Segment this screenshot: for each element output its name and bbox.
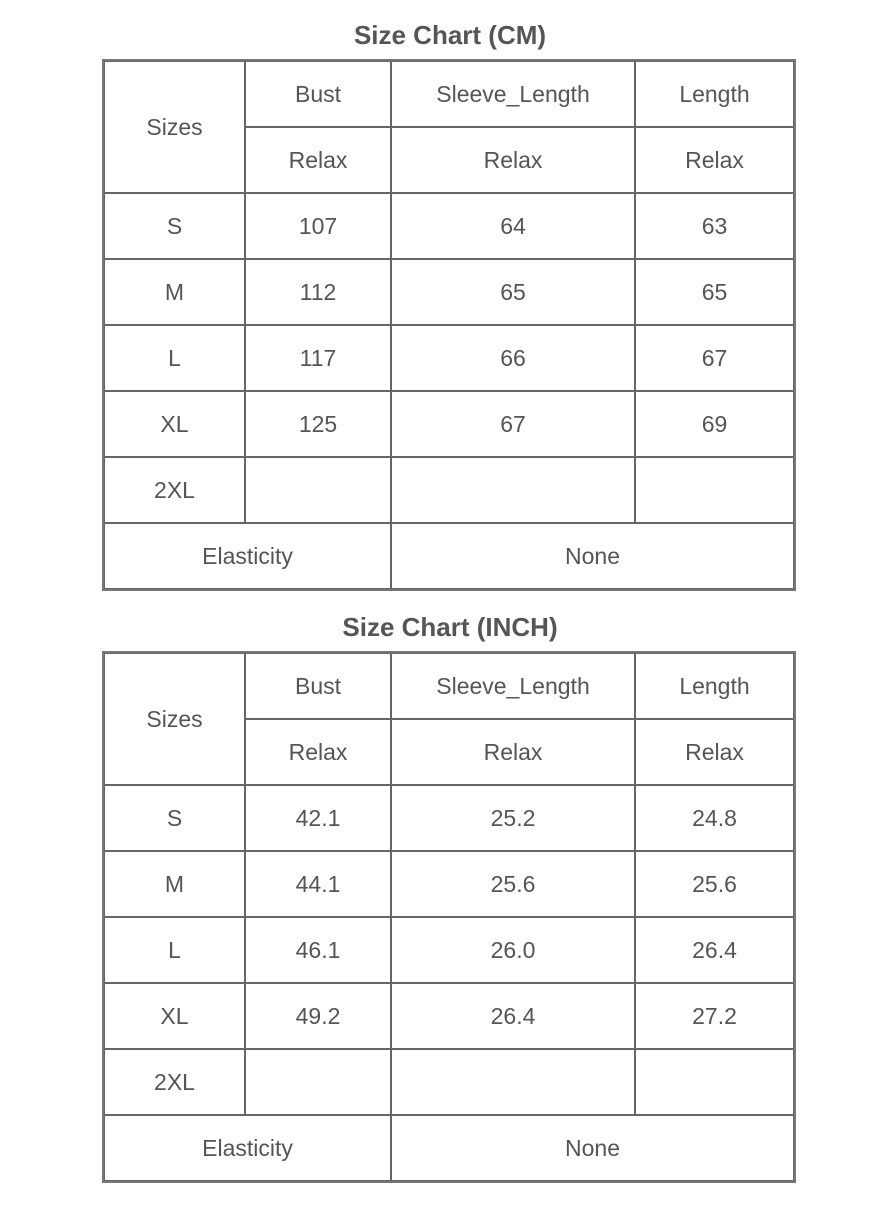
elasticity-label: Elasticity — [104, 1115, 391, 1181]
length-cell: 27.2 — [635, 983, 794, 1049]
length-cell: 67 — [635, 325, 794, 391]
length-cell: 26.4 — [635, 917, 794, 983]
sleeve-length-cell — [391, 1049, 635, 1115]
length-header: Length — [635, 61, 794, 127]
table-header-row — [104, 653, 794, 719]
sleeve-length-cell: 26.0 — [391, 917, 635, 983]
length-subheader: Relax — [635, 719, 794, 785]
sleeve-length-cell: 64 — [391, 193, 635, 259]
bust-cell: 42.1 — [245, 785, 391, 851]
length-cell: 69 — [635, 391, 794, 457]
bust-cell: 44.1 — [245, 851, 391, 917]
sizes-header: Sizes — [104, 653, 245, 785]
sleeve-length-subheader: Relax — [391, 127, 635, 193]
sleeve-length-cell: 67 — [391, 391, 635, 457]
size-cell: XL — [104, 391, 245, 457]
sleeve-length-cell: 25.6 — [391, 851, 635, 917]
bust-cell: 117 — [245, 325, 391, 391]
elasticity-label: Elasticity — [104, 523, 391, 589]
elasticity-row — [104, 1115, 794, 1181]
size-cell: L — [104, 917, 245, 983]
table-row — [104, 1049, 794, 1115]
size-cell: 2XL — [104, 457, 245, 523]
size-cell: 2XL — [104, 1049, 245, 1115]
bust-cell: 107 — [245, 193, 391, 259]
table-row — [104, 325, 794, 391]
bust-cell — [245, 1049, 391, 1115]
table-row — [104, 983, 794, 1049]
elasticity-row — [104, 523, 794, 589]
table-row — [104, 457, 794, 523]
length-cell — [635, 1049, 794, 1115]
sleeve-length-cell: 26.4 — [391, 983, 635, 1049]
size-chart-inch-table — [102, 651, 796, 1183]
table-header-row — [104, 61, 794, 127]
table-row — [104, 851, 794, 917]
length-subheader: Relax — [635, 127, 794, 193]
bust-header: Bust — [245, 653, 391, 719]
length-cell: 63 — [635, 193, 794, 259]
size-cell: M — [104, 851, 245, 917]
length-cell: 25.6 — [635, 851, 794, 917]
size-chart-cm-table — [102, 59, 796, 591]
sleeve-length-subheader: Relax — [391, 719, 635, 785]
length-cell — [635, 457, 794, 523]
bust-cell: 49.2 — [245, 983, 391, 1049]
size-cell: S — [104, 785, 245, 851]
sizes-header: Sizes — [104, 61, 245, 193]
length-cell: 65 — [635, 259, 794, 325]
bust-subheader: Relax — [245, 719, 391, 785]
bust-cell: 46.1 — [245, 917, 391, 983]
bust-subheader: Relax — [245, 127, 391, 193]
length-cell: 24.8 — [635, 785, 794, 851]
table-row — [104, 259, 794, 325]
bust-cell: 125 — [245, 391, 391, 457]
table-row — [104, 391, 794, 457]
size-chart-inch-title: Size Chart (INCH) — [342, 612, 558, 642]
size-cell: S — [104, 193, 245, 259]
size-cell: L — [104, 325, 245, 391]
table-row — [104, 193, 794, 259]
size-cell: M — [104, 259, 245, 325]
bust-cell — [245, 457, 391, 523]
bust-header: Bust — [245, 61, 391, 127]
size-cell: XL — [104, 983, 245, 1049]
size-chart-cm-title: Size Chart (CM) — [353, 20, 547, 50]
sleeve-length-cell: 65 — [391, 259, 635, 325]
sleeve-length-cell — [391, 457, 635, 523]
elasticity-value: None — [391, 1115, 794, 1181]
table-row — [104, 917, 794, 983]
table-row — [104, 785, 794, 851]
sleeve-length-header: Sleeve_Length — [391, 653, 635, 719]
sleeve-length-header: Sleeve_Length — [391, 61, 635, 127]
elasticity-value: None — [391, 523, 794, 589]
length-header: Length — [635, 653, 794, 719]
bust-cell: 112 — [245, 259, 391, 325]
sleeve-length-cell: 25.2 — [391, 785, 635, 851]
sleeve-length-cell: 66 — [391, 325, 635, 391]
